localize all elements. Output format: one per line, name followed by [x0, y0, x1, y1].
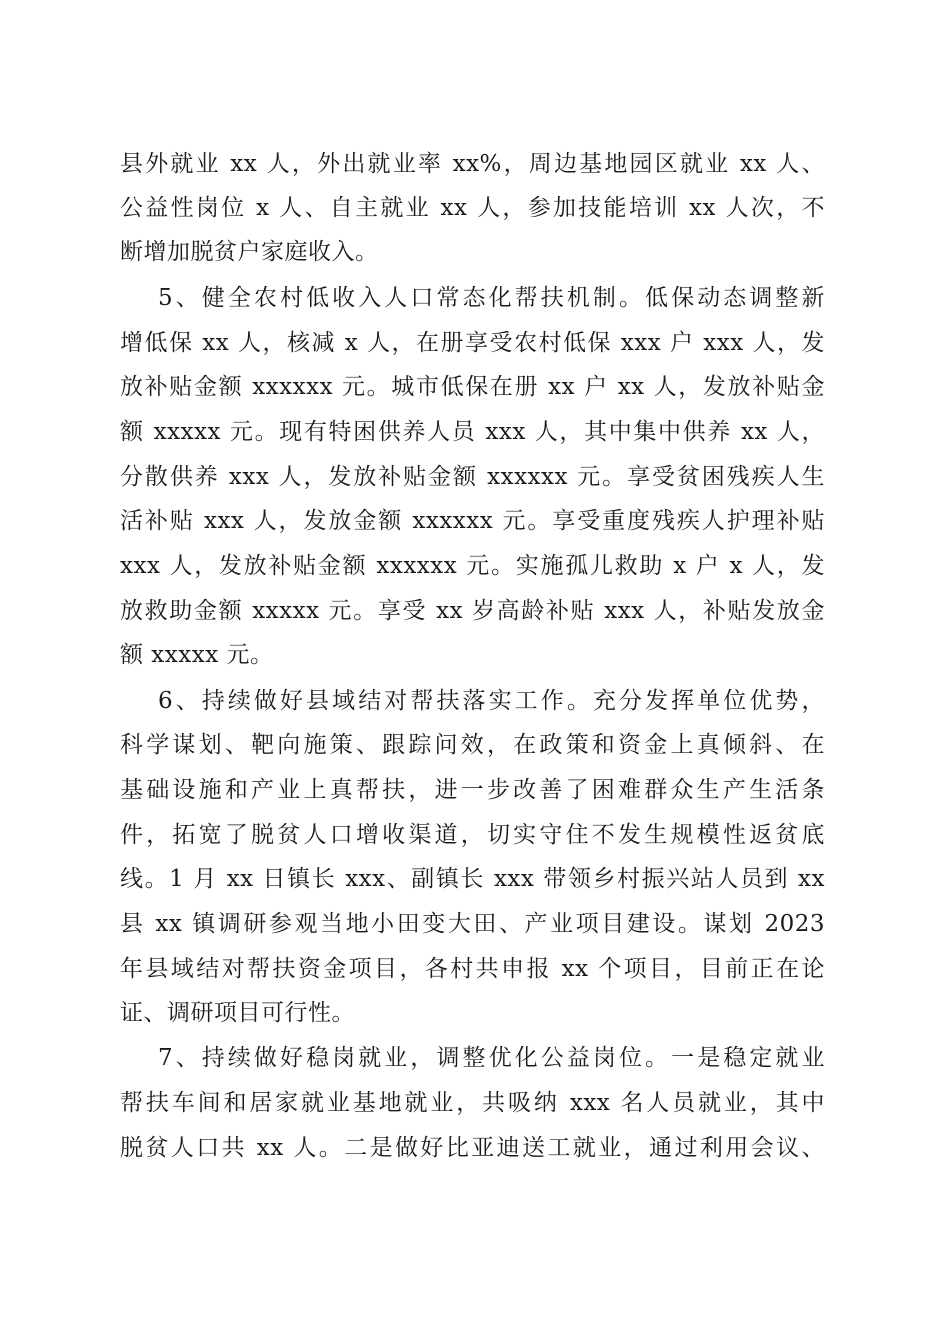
paragraph-6-first-line: 6、持续做好县域结对帮扶落实工作。充分发挥单位优势，	[158, 688, 825, 714]
text-line: 县外就业 xx 人，外出就业率 xx%，周边基地园区就业 xx 人、	[120, 151, 825, 177]
paragraph-5-first-line: 5、健全农村低收入人口常态化帮扶机制。低保动态调整新	[158, 285, 825, 311]
text-line: 公益性岗位 x 人、自主就业 xx 人，参加技能培训 xx 人次，不	[120, 195, 825, 221]
text-line: 分散供养 xxx 人，发放补贴金额 xxxxxx 元。享受贫困残疾人生	[120, 464, 825, 490]
text-line: 帮扶车间和居家就业基地就业，共吸纳 xxx 名人员就业，其中	[120, 1090, 825, 1116]
text-line: 断增加脱贫户家庭收入。	[120, 239, 379, 265]
text-line: 年县域结对帮扶资金项目，各村共申报 xx 个项目，目前正在论	[120, 956, 825, 982]
text-line: 额 xxxxx 元。现有特困供养人员 xxx 人，其中集中供养 xx 人，	[120, 419, 825, 445]
text-line: 基础设施和产业上真帮扶，进一步改善了困难群众生产生活条	[120, 777, 825, 803]
text-line: 件，拓宽了脱贫人口增收渠道，切实守住不发生规模性返贫底	[120, 822, 825, 848]
text-line: 脱贫人口共 xx 人。二是做好比亚迪送工就业，通过利用会议、	[120, 1135, 825, 1161]
text-line: 活补贴 xxx 人，发放金额 xxxxxx 元。享受重度残疾人护理补贴	[120, 508, 825, 534]
text-line: 放补贴金额 xxxxxx 元。城市低保在册 xx 户 xx 人，发放补贴金	[120, 374, 825, 400]
text-line: 科学谋划、靶向施策、跟踪问效，在政策和资金上真倾斜、在	[120, 732, 825, 758]
text-line: xxx 人，发放补贴金额 xxxxxx 元。实施孤儿救助 x 户 x 人，发	[120, 553, 825, 579]
text-line: 额 xxxxx 元。	[120, 642, 274, 668]
text-line: 线。1 月 xx 日镇长 xxx、副镇长 xxx 带领乡村振兴站人员到 xx	[120, 866, 825, 892]
text-line: 证、调研项目可行性。	[120, 1000, 355, 1026]
text-line: 县 xx 镇调研参观当地小田变大田、产业项目建设。谋划 2023	[120, 911, 825, 937]
paragraph-7-first-line: 7、持续做好稳岗就业，调整优化公益岗位。一是稳定就业	[158, 1045, 825, 1071]
text-line: 增低保 xx 人，核减 x 人，在册享受农村低保 xxx 户 xxx 人，发	[120, 330, 825, 356]
text-line: 放救助金额 xxxxx 元。享受 xx 岁高龄补贴 xxx 人，补贴发放金	[120, 598, 825, 624]
